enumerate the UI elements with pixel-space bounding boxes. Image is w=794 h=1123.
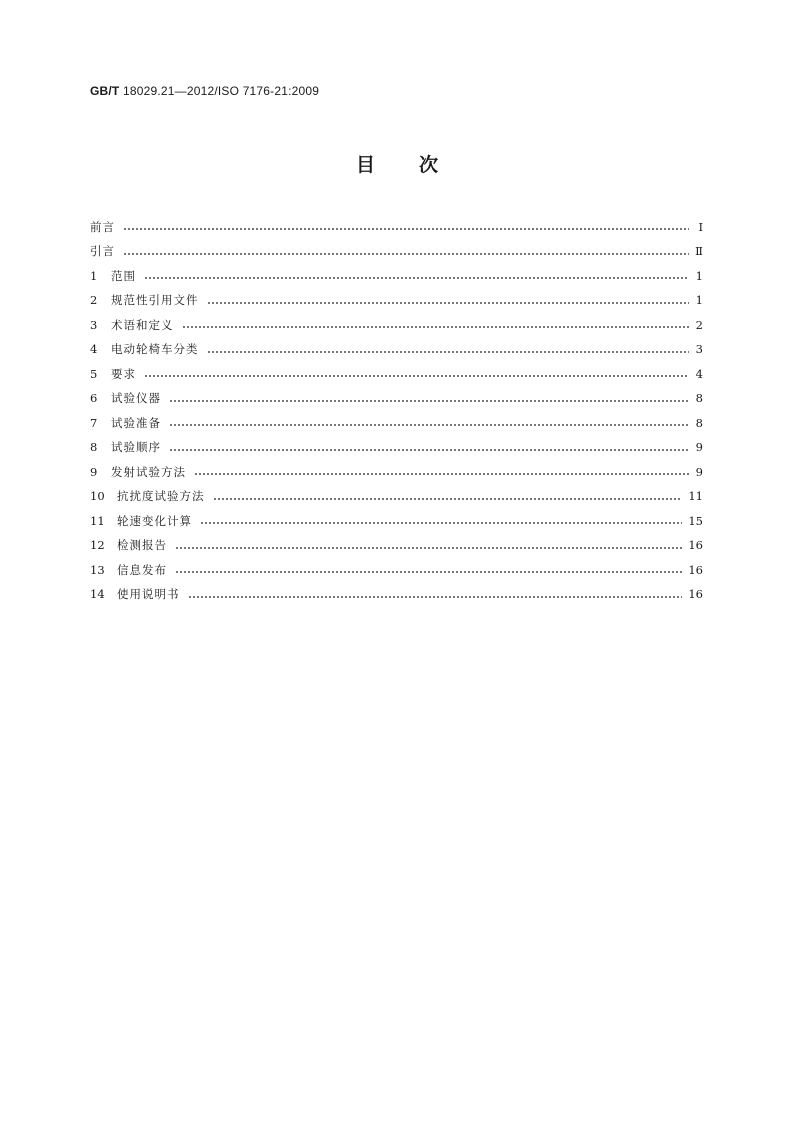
toc-entry[interactable] <box>90 338 703 363</box>
toc-entry-page: 1 <box>695 268 703 283</box>
toc-entry-number: 3 <box>90 317 98 332</box>
toc-entry-label: 要求 <box>111 366 136 381</box>
toc-entry[interactable] <box>90 387 703 412</box>
toc-entry-number: 5 <box>90 366 98 381</box>
toc-entry[interactable] <box>90 436 703 461</box>
toc-entry-label: 轮速变化计算 <box>117 513 192 528</box>
toc-entry-page: 16 <box>688 587 703 601</box>
dot-leader <box>182 326 690 328</box>
toc-entry-number: 8 <box>90 440 98 454</box>
toc-entry-number: 7 <box>90 415 98 430</box>
toc-entry-page: 3 <box>695 342 703 356</box>
toc-entry-number: 4 <box>90 342 98 356</box>
toc-entry-page: Ⅰ <box>698 219 703 234</box>
dot-leader <box>207 302 690 304</box>
toc-entry-number: 11 <box>90 513 105 528</box>
toc-entry-number: 6 <box>90 391 98 405</box>
toc-entry[interactable] <box>90 558 703 583</box>
dot-leader <box>169 424 689 426</box>
toc-entry[interactable] <box>90 289 703 314</box>
toc-entry[interactable] <box>90 509 703 534</box>
dot-leader <box>188 596 683 598</box>
toc-entry-number: 9 <box>90 464 98 479</box>
toc-entry-label: 抗扰度试验方法 <box>117 489 205 503</box>
toc-entry-page: 8 <box>695 415 703 430</box>
toc-entry[interactable] <box>90 264 703 289</box>
toc-entry-number: 12 <box>90 538 105 552</box>
toc-entry-label: 检测报告 <box>117 538 167 552</box>
toc-entry-page: 15 <box>688 513 703 528</box>
toc-entry-page: 1 <box>695 293 703 307</box>
toc-entry-number: 1 <box>90 268 98 283</box>
toc-entry-page: 2 <box>695 317 703 332</box>
toc-entry-page: 4 <box>695 366 703 381</box>
toc-title: 目次 <box>355 154 482 176</box>
toc-entry[interactable] <box>90 460 703 485</box>
toc-entry-label: 试验仪器 <box>111 391 161 405</box>
toc-entry-number: 2 <box>90 293 98 307</box>
toc-entry-page: Ⅱ <box>695 244 703 258</box>
toc-entry-page: 11 <box>688 489 703 503</box>
dot-leader <box>200 522 682 524</box>
dot-leader <box>169 400 689 402</box>
toc-entry-label: 电动轮椅车分类 <box>111 342 199 356</box>
dot-leader <box>207 351 690 353</box>
toc-entry-number: 13 <box>90 562 105 577</box>
toc-entry-label: 试验顺序 <box>111 440 161 454</box>
toc-entry-label: 规范性引用文件 <box>111 293 199 307</box>
dot-leader <box>194 473 689 475</box>
toc-entry-page: 8 <box>695 391 703 405</box>
toc-entry-number: 14 <box>90 587 105 601</box>
dot-leader <box>123 228 689 230</box>
dot-leader <box>169 449 689 451</box>
toc-entry[interactable] <box>90 313 703 338</box>
toc-entry[interactable] <box>90 534 703 559</box>
standard-prefix: GB/T <box>90 84 120 98</box>
standard-number: 18029.21—2012/ISO 7176-21:2009 <box>119 84 320 98</box>
dot-leader <box>175 547 682 549</box>
toc-entry-label: 前言 <box>90 219 115 234</box>
toc-entry[interactable] <box>90 240 703 265</box>
toc-entry[interactable] <box>90 411 703 436</box>
toc-entry-label: 引言 <box>90 244 115 258</box>
toc-entry-page: 9 <box>695 440 703 454</box>
toc-entry-page: 16 <box>688 538 703 552</box>
toc-entry-label: 范围 <box>111 268 136 283</box>
toc-entry-number: 10 <box>90 489 105 503</box>
dot-leader <box>213 498 683 500</box>
toc-entry[interactable] <box>90 583 703 608</box>
toc-entry-label: 发射试验方法 <box>111 464 186 479</box>
toc-entry[interactable] <box>90 362 703 387</box>
standard-number-header <box>90 84 319 98</box>
table-of-contents <box>90 215 703 607</box>
toc-entry-label: 使用说明书 <box>117 587 180 601</box>
toc-entry-label: 试验准备 <box>111 415 161 430</box>
toc-entry[interactable] <box>90 215 703 240</box>
toc-entry-label: 术语和定义 <box>111 317 174 332</box>
toc-entry[interactable] <box>90 485 703 510</box>
toc-entry-page: 16 <box>688 562 703 577</box>
dot-leader <box>175 571 682 573</box>
dot-leader <box>144 375 689 377</box>
toc-entry-page: 9 <box>695 464 703 479</box>
toc-entry-label: 信息发布 <box>117 562 167 577</box>
dot-leader <box>123 253 689 255</box>
dot-leader <box>144 277 689 279</box>
